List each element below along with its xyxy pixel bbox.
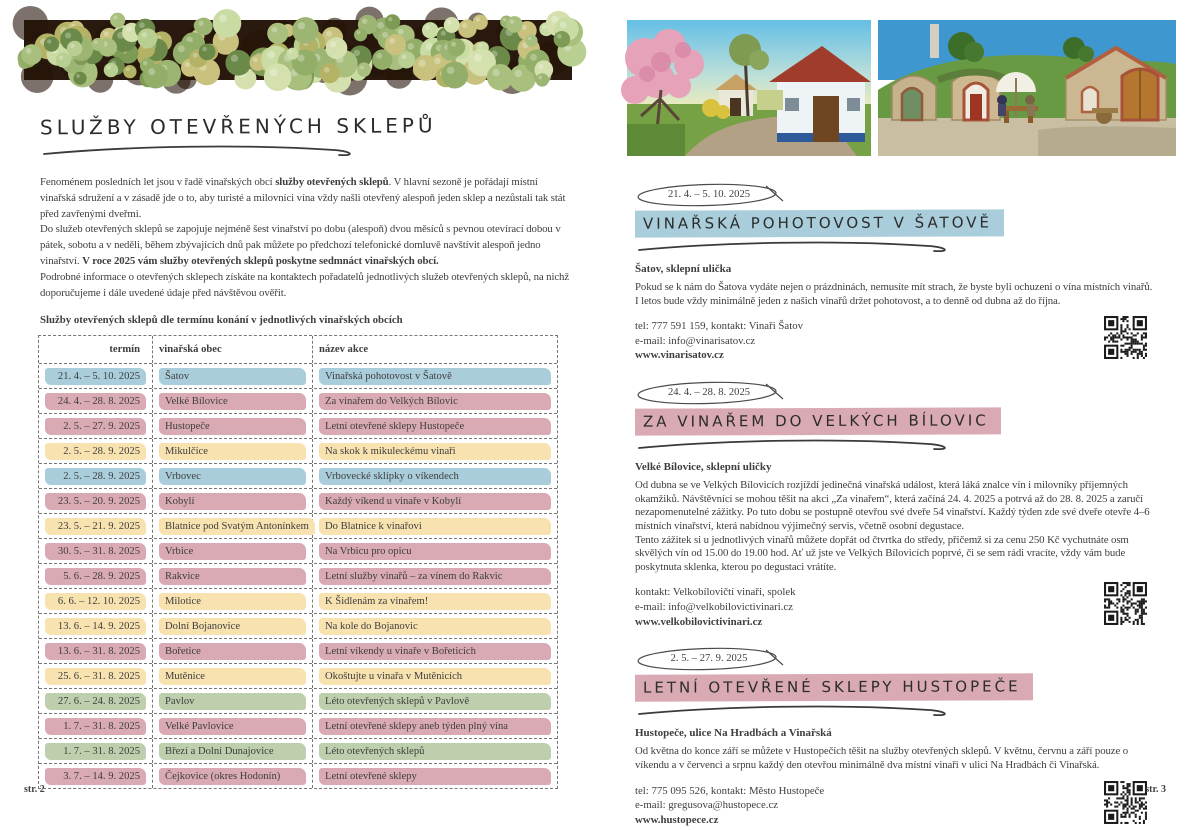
section-subtitle: Velké Bílovice, sklepní uličky (635, 461, 772, 474)
page-number-left: str. 2 (24, 784, 45, 795)
date-badge (635, 646, 783, 672)
cell-event (313, 614, 557, 638)
highlight-mark: Na skok k mikuleckému vinaři (319, 443, 551, 460)
cell-date (39, 389, 153, 413)
highlight-mark: Za vinařem do Velkých Bílovic (319, 393, 551, 410)
table-row (39, 738, 557, 763)
cell-date (39, 589, 153, 613)
table-header-row (39, 336, 557, 363)
highlight-mark: Březí a Dolní Dunajovice (159, 743, 306, 760)
highlight-mark: Milotice (159, 593, 306, 610)
date-badge-text: 21. 4. – 5. 10. 2025 (667, 189, 751, 200)
cell-village (153, 464, 313, 488)
section-contact (635, 319, 803, 365)
table-header-cell: vinařská obec (153, 336, 313, 363)
highlight-mark: Mutěnice (159, 668, 306, 685)
section-contact (635, 784, 824, 830)
cell-village (153, 539, 313, 563)
highlight-mark: Dolní Bojanovice (159, 618, 306, 635)
cell-village (153, 689, 313, 713)
highlight-mark: Vrbice (159, 543, 306, 560)
highlight-mark: Čejkovice (okres Hodonín) (159, 768, 306, 785)
qr-code-image (1103, 780, 1148, 830)
contact-line: kontakt: Velkobílovičtí vinaři, spolek (635, 586, 796, 599)
cell-village (153, 639, 313, 663)
highlight-mark: 13. 6. – 14. 9. 2025 (45, 618, 146, 635)
website-line: www.hustopece.cz (635, 813, 719, 826)
highlight-mark: Rakvice (159, 568, 306, 585)
highlight-mark: 5. 6. – 28. 9. 2025 (45, 568, 146, 585)
event-section (635, 182, 1176, 365)
table-row (39, 588, 557, 613)
cell-village (153, 514, 313, 538)
table-caption: Služby otevřených sklepů dle termínu konání v jednotlivých vinařských obcích (40, 314, 403, 327)
table-row (39, 363, 557, 388)
highlight-mark: Bořetice (159, 643, 306, 660)
section-subtitle: Šatov, sklepní ulička (635, 263, 732, 275)
cell-date (39, 614, 153, 638)
title-underline-squiggle (40, 143, 572, 158)
section-underline-squiggle (635, 239, 1176, 254)
cell-date (39, 364, 153, 388)
highlight-mark: K Šidlenám za vinařem! (319, 593, 551, 610)
body-paragraph: Pokud se k nám do Šatova vydáte nejen o prázdninách, nemusíte mít strach, že byste byli ochuzeni o vína místních vinařů. I letos bude vždy minimálně jeden z našich vinařů držet pohotovost, a to denně od dubna až do října. (635, 281, 1153, 307)
table-row (39, 463, 557, 488)
cell-date (39, 664, 153, 688)
body-paragraph: Od dubna se ve Velkých Bílovicích rozjíždí jedinečná vinařská událost, která láká znalce vín i milovníky příjemných okamžiků. Návštěvníci se mohou těšit na akci „Za vinařem“, která začíná 24. 4. 2025 a potrvá až do 28. 8. 2025 a zaručí nezapomenutelné zážitky. Po tuto dobu se postupně otevřou své dveře 54 vinařství. Každý týden zde své dveře otevře 4–6 místních vinařství, která nabídnou výjimečný servis, včetně osobní degustace. (635, 479, 1150, 532)
highlight-mark: Letní otevřené sklepy Hustopeče (319, 418, 551, 435)
cell-date (39, 464, 153, 488)
event-section (635, 380, 1176, 631)
intro-paragraph: Do služeb otevřených sklepů se zapojuje nejméně šest vinařství po dobu (alespoň) dvou měsíců s pevnou otevírací dobou v pátek, sobotu a v neděli, během zbývajících dnů pak můžete po předchozí telefonické domluvě navštívit alespoň jedno vinařství. V roce 2025 vám služby otevřených sklepů poskytne sedmnáct vinařských obcí. (40, 223, 561, 267)
qr-code-image (1103, 581, 1148, 631)
highlight-mark: Do Blatnice k vinařovi (319, 518, 551, 535)
cell-village (153, 614, 313, 638)
section-body (635, 479, 1156, 574)
cell-date (39, 764, 153, 788)
date-badge-text: 24. 4. – 28. 8. 2025 (667, 387, 751, 399)
highlight-mark: Letní otevřené sklepy (319, 768, 551, 785)
page-right (627, 0, 1176, 830)
intro-paragraph: Fenoménem posledních let jsou v řadě vinařských obcí služby otevřených sklepů. V hlavní sezoně je pořádají místní vinařská sdružení a v zásadě jde o to, aby turisté a milovníci vína vždy našli otevřený alespoň jeden sklep a nezůstali tak stát před zavřenými dveřmi. (40, 176, 566, 220)
cell-event (313, 689, 557, 713)
cell-event (313, 589, 557, 613)
highlight-mark: Letní otevřené sklepy aneb týden plný vína (319, 718, 551, 735)
date-badge (635, 380, 783, 406)
cell-village (153, 664, 313, 688)
table-row (39, 413, 557, 438)
highlight-mark: Blatnice pod Svatým Antonínkem (159, 518, 315, 535)
cell-event (313, 439, 557, 463)
highlight-mark: Vrbovecké sklípky o víkendech (319, 468, 551, 485)
cell-event (313, 389, 557, 413)
cell-event (313, 714, 557, 738)
table-row (39, 713, 557, 738)
section-title: VINAŘSKÁ POHOTOVOST V ŠATOVĚ (635, 209, 1004, 237)
highlight-mark: 24. 4. – 28. 8. 2025 (45, 393, 146, 410)
highlight-mark: Léto otevřených sklepů (319, 743, 551, 760)
table-row (39, 638, 557, 663)
cell-village (153, 764, 313, 788)
table-header-cell: název akce (319, 344, 369, 356)
highlight-mark: 27. 6. – 24. 8. 2025 (45, 693, 146, 710)
table-row (39, 613, 557, 638)
cell-village (153, 714, 313, 738)
cell-event (313, 489, 557, 513)
cell-event (313, 464, 557, 488)
highlight-mark: 23. 5. – 21. 9. 2025 (45, 518, 146, 535)
contact-line: e-mail: info@vinarisatov.cz (635, 334, 756, 347)
cell-date (39, 689, 153, 713)
table-row (39, 688, 557, 713)
table-row (39, 488, 557, 513)
cell-village (153, 564, 313, 588)
cell-village (153, 364, 313, 388)
body-paragraph: Od května do konce září se můžete v Hustopečích těšit na služby otevřených sklepů. V květnu, červnu a září pouze o víkendu a v červenci a srpnu každý den otevřou minimálně dva místní vinaři v ulici Na Hradbách či Vinařská. (635, 745, 1129, 771)
cell-event (313, 664, 557, 688)
photo-cellars-image (878, 20, 1176, 156)
highlight-mark: 1. 7. – 31. 8. 2025 (45, 718, 146, 735)
cell-date (39, 739, 153, 763)
contact-line: e-mail: gregusova@hustopece.cz (635, 799, 779, 812)
cell-event (313, 539, 557, 563)
highlight-mark: 1. 7. – 31. 8. 2025 (45, 743, 146, 760)
grapes-banner-image (24, 20, 572, 80)
cell-date (39, 489, 153, 513)
highlight-mark: Vinařská pohotovost v Šatově (319, 368, 551, 385)
highlight-mark: 13. 6. – 31. 8. 2025 (45, 643, 146, 660)
highlight-mark: Léto otevřených sklepů v Pavlově (319, 693, 551, 710)
highlight-mark: Každý víkend u vinaře v Kobylí (319, 493, 551, 510)
highlight-mark: 2. 5. – 28. 9. 2025 (45, 468, 146, 485)
cell-date (39, 539, 153, 563)
photo-village-image (627, 20, 871, 156)
cell-date (39, 414, 153, 438)
cell-event (313, 514, 557, 538)
cell-event (313, 739, 557, 763)
cell-village (153, 389, 313, 413)
cell-village (153, 489, 313, 513)
section-body (635, 745, 1156, 772)
highlight-mark: Okoštujte u vinařa v Mutěnicích (319, 668, 551, 685)
highlight-mark: Letní služby vinařů – za vínem do Rakvic (319, 568, 551, 585)
highlight-mark: 21. 4. – 5. 10. 2025 (45, 368, 146, 385)
cell-event (313, 564, 557, 588)
table-row (39, 663, 557, 688)
sections (635, 182, 1176, 830)
highlight-mark: 25. 6. – 31. 8. 2025 (45, 668, 146, 685)
section-contact (635, 585, 796, 631)
section-title: ZA VINAŘEM DO VELKÝCH BÍLOVIC (635, 408, 1001, 436)
cell-date (39, 439, 153, 463)
section-underline-squiggle (635, 703, 1176, 718)
highlight-mark: Na Vrbicu pro opicu (319, 543, 551, 560)
cell-village (153, 739, 313, 763)
photo-strip (627, 20, 1176, 156)
section-underline-squiggle (635, 437, 1176, 452)
highlight-mark: Letní víkendy u vinaře v Bořeticích (319, 643, 551, 660)
highlight-mark: Vrbovec (159, 468, 306, 485)
date-badge-text: 2. 5. – 27. 9. 2025 (670, 653, 748, 665)
highlight-mark: Kobylí (159, 493, 306, 510)
section-body (635, 281, 1156, 308)
table-row (39, 563, 557, 588)
cell-event (313, 639, 557, 663)
contact-line: tel: 775 095 526, kontakt: Město Hustopeče (635, 784, 825, 797)
contact-line: e-mail: info@velkobilovictivinari.cz (635, 600, 794, 613)
contact-line: tel: 777 591 159, kontakt: Vinaři Šatov (635, 320, 803, 333)
cell-date (39, 639, 153, 663)
table-row (39, 763, 557, 788)
cell-date (39, 514, 153, 538)
intro-text (40, 175, 572, 301)
highlight-mark: Hustopeče (159, 418, 306, 435)
date-badge (635, 182, 783, 208)
page-title: SLUŽBY OTEVŘENÝCH SKLEPŮ (39, 113, 437, 140)
page-left (24, 0, 572, 795)
section-subtitle: Hustopeče, ulice Na Hradbách a Vinařská (635, 727, 832, 740)
highlight-mark: 3. 7. – 14. 9. 2025 (45, 768, 146, 785)
cell-village (153, 439, 313, 463)
cell-village (153, 414, 313, 438)
highlight-mark: 2. 5. – 27. 9. 2025 (45, 418, 146, 435)
highlight-mark: 2. 5. – 28. 9. 2025 (45, 443, 146, 460)
website-line: www.velkobilovictivinari.cz (635, 615, 763, 628)
cell-village (153, 589, 313, 613)
highlight-mark: Na kole do Bojanovic (319, 618, 551, 635)
table-row (39, 513, 557, 538)
table-header-cell: termín (39, 336, 153, 363)
highlight-mark: 23. 5. – 20. 9. 2025 (45, 493, 146, 510)
highlight-mark: Velké Bílovice (159, 393, 306, 410)
qr-code-image (1103, 315, 1148, 365)
table-row (39, 538, 557, 563)
highlight-mark: Šatov (159, 368, 306, 385)
table-row (39, 388, 557, 413)
table-row (39, 438, 557, 463)
highlight-mark: Mikulčice (159, 443, 306, 460)
highlight-mark: 6. 6. – 12. 10. 2025 (45, 593, 146, 610)
event-section (635, 646, 1176, 829)
highlight-mark: Velké Pavlovice (159, 718, 306, 735)
cell-date (39, 564, 153, 588)
body-paragraph: Tento zážitek si u jednotlivých vinařů můžete dopřát od čtvrtka do středy, přičemž si za cenu 250 Kč vychutnáte osm skvělých vín od 15.00 do 19.00 hod. Ať už jste ve Velkých Bílovicích poprvé, či se sem rádi vracíte, vždy vám bude poskytnuta sklenka, kterou po degustaci vrátíte. (635, 533, 1129, 573)
website-line: www.vinarisatov.cz (635, 349, 724, 362)
cell-event (313, 764, 557, 788)
cell-event (313, 414, 557, 438)
cell-date (39, 714, 153, 738)
highlight-mark: Pavlov (159, 693, 306, 710)
page-number-right: str. 3 (1145, 784, 1166, 795)
highlight-mark: 30. 5. – 31. 8. 2025 (45, 543, 146, 560)
section-title: LETNÍ OTEVŘENÉ SKLEPY HUSTOPEČE (635, 674, 1033, 702)
intro-paragraph: Podrobné informace o otevřených sklepech získáte na kontaktech pořadatelů jednotlivých služeb otevřených sklepů, na nichž doporučujeme i dále uvedené údaje před návštěvou ověřit. (40, 270, 570, 299)
cellar-table (38, 335, 558, 789)
cell-event (313, 364, 557, 388)
